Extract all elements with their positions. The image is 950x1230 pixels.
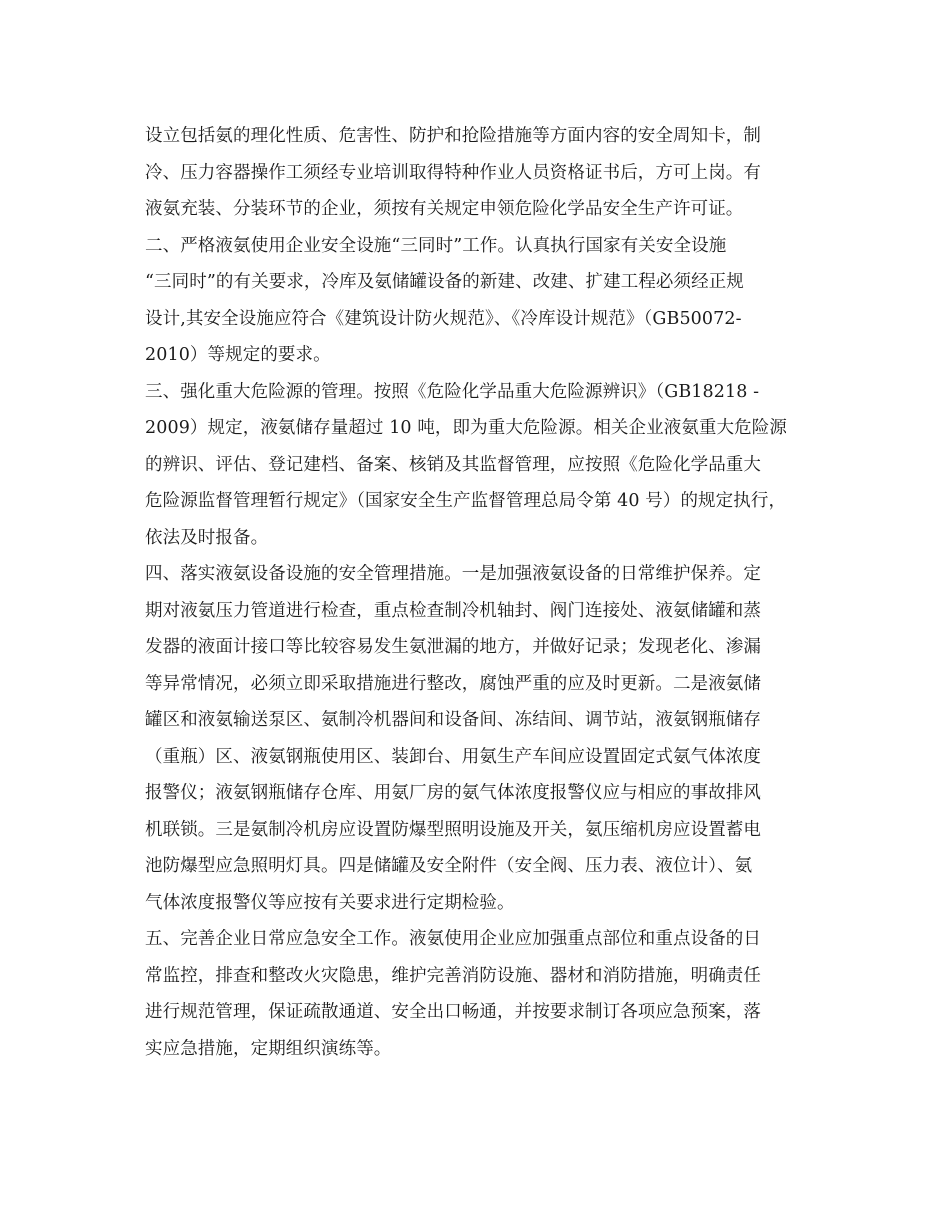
text-line: 机联锁。三是氨制冷机房应设置防爆型照明设施及开关，氨压缩机房应设置蓄电 xyxy=(145,819,761,840)
text-line: 危险源监督管理暂行规定》（国家安全生产监督管理总局令第 40 号）的规定执行， xyxy=(145,491,787,511)
text-line: 进行规范管理，保证疏散通道、安全出口畅通，并按要求制订各项应急预案，落 xyxy=(145,1002,761,1022)
text-line: 等异常情况，必须立即采取措施进行整改，腐蚀严重的应及时更新。二是液氨储 xyxy=(145,673,761,694)
text-line: 常监控，排查和整改火灾隐患，维护完善消防设施、器材和消防措施，明确责任 xyxy=(145,965,761,986)
text-line: 报警仪；液氨钢瓶储存仓库、用氨厂房的氨气体浓度报警仪应与相应的事故排风 xyxy=(145,783,761,803)
text-line: 池防爆型应急照明灯具。四是储罐及安全附件（安全阀、压力表、液位计）、氨 xyxy=(145,856,753,876)
section-5-heading-line: 五、完善企业日常应急安全工作。液氨使用企业应加强重点部位和重点设备的日 xyxy=(145,929,761,949)
text-line: 设立包括氨的理化性质、危害性、防护和抢险措施等方面内容的安全周知卡，制 xyxy=(145,126,761,146)
section-2-heading-line: 二、严格液氨使用企业安全设施“三同时”工作。认真执行国家有关安全设施 xyxy=(145,235,727,256)
text-line: 期对液氨压力管道进行检查，重点检查制冷机轴封、阀门连接处、液氨储罐和蒸 xyxy=(145,600,761,621)
text-line: 气体浓度报警仪等应按有关要求进行定期检验。 xyxy=(145,892,515,913)
section-4-heading-line: 四、落实液氨设备设施的安全管理措施。一是加强液氨设备的日常维护保养。定 xyxy=(145,564,761,584)
text-line: 冷、压力容器操作工须经专业培训取得特种作业人员资格证书后，方可上岗。有 xyxy=(145,162,761,183)
text-line: 依法及时报备。 xyxy=(145,527,269,548)
document-body xyxy=(145,118,825,1067)
text-line: （重瓶）区、液氨钢瓶使用区、装卸台、用氨生产车间应设置固定式氨气体浓度 xyxy=(145,746,761,767)
text-line: 液氨充装、分装环节的企业，须按有关规定申领危险化学品安全生产许可证。 xyxy=(145,199,744,219)
text-line: 发器的液面计接口等比较容易发生氨泄漏的地方，并做好记录；发现老化、渗漏 xyxy=(145,637,761,657)
text-line: 的辨识、评估、登记建档、备案、核销及其监督管理，应按照《危险化学品重大 xyxy=(145,454,761,475)
section-3-heading-line: 三、强化重大危险源的管理。按照《危险化学品重大危险源辨识》（GB18218 - xyxy=(145,381,760,402)
text-line: “三同时”的有关要求，冷库及氨储罐设备的新建、改建、扩建工程必须经正规 xyxy=(145,272,744,292)
text-line: 2009）规定，液氨储存量超过 10 吨，即为重大危险源。相关企业液氨重大危险源 xyxy=(145,418,787,438)
text-line: 2010）等规定的要求。 xyxy=(145,345,331,365)
text-line: 设计,其安全设施应符合《建筑设计防火规范》、《冷库设计规范》（GB50072- xyxy=(145,308,742,329)
text-line: 实应急措施，定期组织演练等。 xyxy=(145,1038,392,1059)
text-line: 罐区和液氨输送泵区、氨制冷机器间和设备间、冻结间、调节站，液氨钢瓶储存 xyxy=(145,710,761,730)
